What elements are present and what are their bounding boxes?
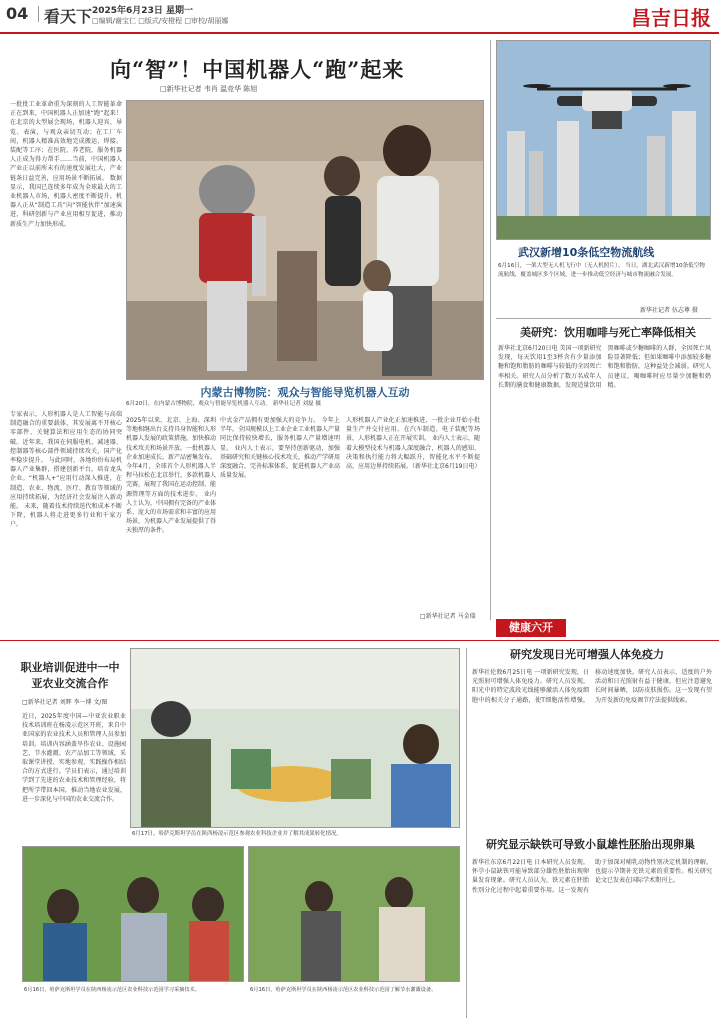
sun-body: 新华社伦敦6月25日电 一项新研究发现，日光照射可增强人体免疫力。研究人员发现，阳光中的特定波段光线能够激活人体免疫细胞中的相关分子通路，使T细胞活性增强，移动速度加快。研究人员表示，适度的户外活动和日光照射有益于健康，但应注意避免长时间暴晒，以防皮肤损伤。这一发现有望为开发新的免疫调节疗法提供线索。 — [472, 669, 712, 704]
training-class-photo — [131, 649, 460, 828]
column-divider — [466, 648, 467, 1018]
coffee-title: 美研究：饮用咖啡与死亡率降低相关 — [520, 326, 696, 339]
lead-photo-title: 内蒙古博物院：观众与智能导览机器人互动 — [200, 386, 410, 399]
divider — [496, 318, 711, 319]
lead-byline: □新华社记者 韦肖 温竞华 陈旭 — [160, 85, 258, 93]
drone-photo — [496, 40, 711, 240]
farm-body: 近日，2025年度中国—中亚农业职业技术培训班在杨凌示范区开班，来自中亚国家的农业技术人员和管理人员参加培训。培训内容涵盖旱作农业、设施园艺、节水灌溉、农产品加工等领域，采取课堂讲授、实地参观、实践操作相结合的方式进行。学员们表示，通过培训学到了先进的农业技术和管理经验，将把所学带回本国，推动当地农业发展，进一步深化与中国的农业交流合作。 — [22, 713, 126, 803]
column-divider — [490, 40, 491, 620]
farm-left-photo — [22, 846, 244, 982]
farm-left-caption: 6月16日，哈萨克斯坦学员在陕西杨凌示范区农业科技示范园学习采摘技术。 — [24, 987, 200, 993]
drone-credit: 新华社记者 伍志尊 摄 — [640, 307, 698, 314]
lead-body-col4: 中式金产品拥有更加强大的竞争力。 今年上半年，全国规模以上工业企业工业机器人产量同比保持较快增长，服务机器人产量增速明显。 业内人士表示，要坚持创新驱动，加强基础研究和关键核心技术攻关，推动产学研用深度融合，完善标准体系，促进机器人产业高质量发展。 — [220, 417, 340, 480]
lead-body-col5: 人形机器人产业化正加速推进，一批企业开始小批量生产并交付应用。在汽车制造、电子装配等场景，人形机器人正在开展实训。 业内人士表示，随着大模型技术与机器人深度融合，机器人的感知、决策和执行能力将大幅跃升，智能化水平不断提高，应用边界持续拓展。（新华社北京6月19日电） — [346, 417, 480, 471]
drone-caption: 6月16日，一架大型无人机飞行中（无人机照片）。 当日，湖北武汉新增10条低空物流航线，覆盖城区多个区域，进一步推动低空经济与城市物流融合发展。 — [498, 263, 705, 278]
farm-main-photo — [130, 648, 460, 828]
sun-title: 研究发现日光可增强人体免疫力 — [510, 648, 664, 661]
page-number: 04 — [6, 4, 29, 23]
page-header — [0, 0, 719, 34]
field-photo — [249, 847, 460, 982]
farm-main-caption: 6月17日，哈萨克斯坦学员在陕西杨凌示范区参观农业科技企业并了解其成果转化情况。 — [132, 831, 342, 837]
lead-headline: 向“智”！中国机器人“跑”起来 — [110, 57, 405, 82]
drone-title: 武汉新增10条低空物流航线 — [518, 246, 655, 259]
lead-body-col3: 2025年以来，北京、上海、深圳等地相继出台支持具身智能和人形机器人发展的政策措施，加快推动技术攻关和场景开放。一批机器人企业加速成长，新产品密集发布。 今年4月，全球首个人形机器人半程马拉松在北京举行，多款机器人完赛，展现了我国在运动控制、能源管理等方面的技术进步。 业内人士认为，中国拥有完备的产业体系、庞大的市场需求和丰富的应用场景，为机器人产业发展提供了得天独厚的条件。 — [126, 417, 216, 535]
farm-title: 职业培训促进中一中亚农业交流合作 — [20, 661, 120, 690]
newspaper-logo: 昌吉日报 — [631, 6, 711, 30]
coffee-body: 新华社北京6月20日电 美国一项新研究发现，每天饮用1至3杯含有少量添加糖和饱和脂肪的咖啡与较低的全因死亡率相关。研究人员分析了数万名成年人长期的膳食和健康数据，发现适量饮用黑咖啡或少糖咖啡的人群，全因死亡风险显著降低；但如果咖啡中添加较多糖和饱和脂肪，这种益处会减弱。研究人员建议，喝咖啡时应尽量少加糖和奶精。 — [498, 345, 711, 389]
orchard-photo — [23, 847, 244, 982]
lead-photo-caption: 6月20日，在内蒙古博物院，观众与智能导览机器人互动。 新华社记者 刘磊 摄 — [126, 401, 322, 407]
iron-body: 新华社东京6月22日电 日本研究人员发现，怀孕小鼠缺铁可能导致部分雄性胚胎出现卵巢发育现象。研究人员认为，铁元素在胚胎性别分化过程中起着重要作用。这一发现有助于加深对哺乳动物性别决定机制的理解，也提示孕期补充铁元素的重要性。相关研究论文已发表在国际学术期刊上。 — [472, 859, 712, 894]
lead-credit: □新华社记者 马金瑞 — [420, 613, 476, 620]
divider — [38, 6, 39, 22]
iron-title: 研究显示缺铁可导致小鼠雄性胚胎出现卵巢 — [486, 838, 695, 851]
farm-right-caption: 6月16日，哈萨克斯坦学员在陕西杨凌示范区农业科技示范园了解节水灌溉设备。 — [250, 987, 437, 993]
robot-museum-photo — [127, 101, 484, 380]
issue-date: 2025年6月23日 星期一 — [92, 6, 193, 16]
section-name: 看天下 — [44, 7, 93, 26]
farm-right-photo — [248, 846, 460, 982]
lead-body-col1: 一批批工业革命重为深刻的人工智能革命正在到来，中国机器人正加速“跑”起来！ 在北京的大型展会现场，机器人迎宾、导览、表演，与观众亲切互动；在工厂车间，机器人精准高效地完成搬运、焊接、装配等工序；在医院、养老院，服务机器人正成为得力帮手……当前，中国机器人产业正以前所未有的速度发展壮大，产业链条日益完善，应用场景不断拓展。 数据显示，我国已连续多年成为全球最大的工业机器人市场，机器人密度不断提升。机器人正从“制造工具”向“智能伙伴”加速演进，科研创新与产业应用相互促进，推动新质生产力加快形成。 — [10, 101, 122, 228]
lead-body-col2: 专家表示，人形机器人是人工智能与高端制造融合的重要载体，其发展离不开核心零部件、关键算法和应用生态的协同突破。近年来，我国在伺服电机、减速器、控制器等核心部件领域持续攻关，国产化率稳步提升。 与此同时，各地纷纷布局机器人产业集群，搭建创新平台，培育龙头企业。“机器人+”应用行动深入推进，在制造、农业、物流、医疗、教育等领域的应用持续拓展，为经济社会发展注入新动能。 未来，随着技术持续迭代和成本不断下降，机器人将走进更多行业和千家万户。 — [10, 411, 122, 529]
divider — [0, 640, 719, 641]
lead-photo — [126, 100, 484, 380]
section-tag: 健康六开 — [496, 619, 566, 637]
editor-credits: □编辑/谢宝仁 □版式/安橙程 □审校/胡丽娜 — [92, 17, 229, 25]
farm-byline: □新华社记者 刘辉 李一博 文/图 — [22, 699, 108, 706]
drone-city-photo — [497, 41, 711, 240]
